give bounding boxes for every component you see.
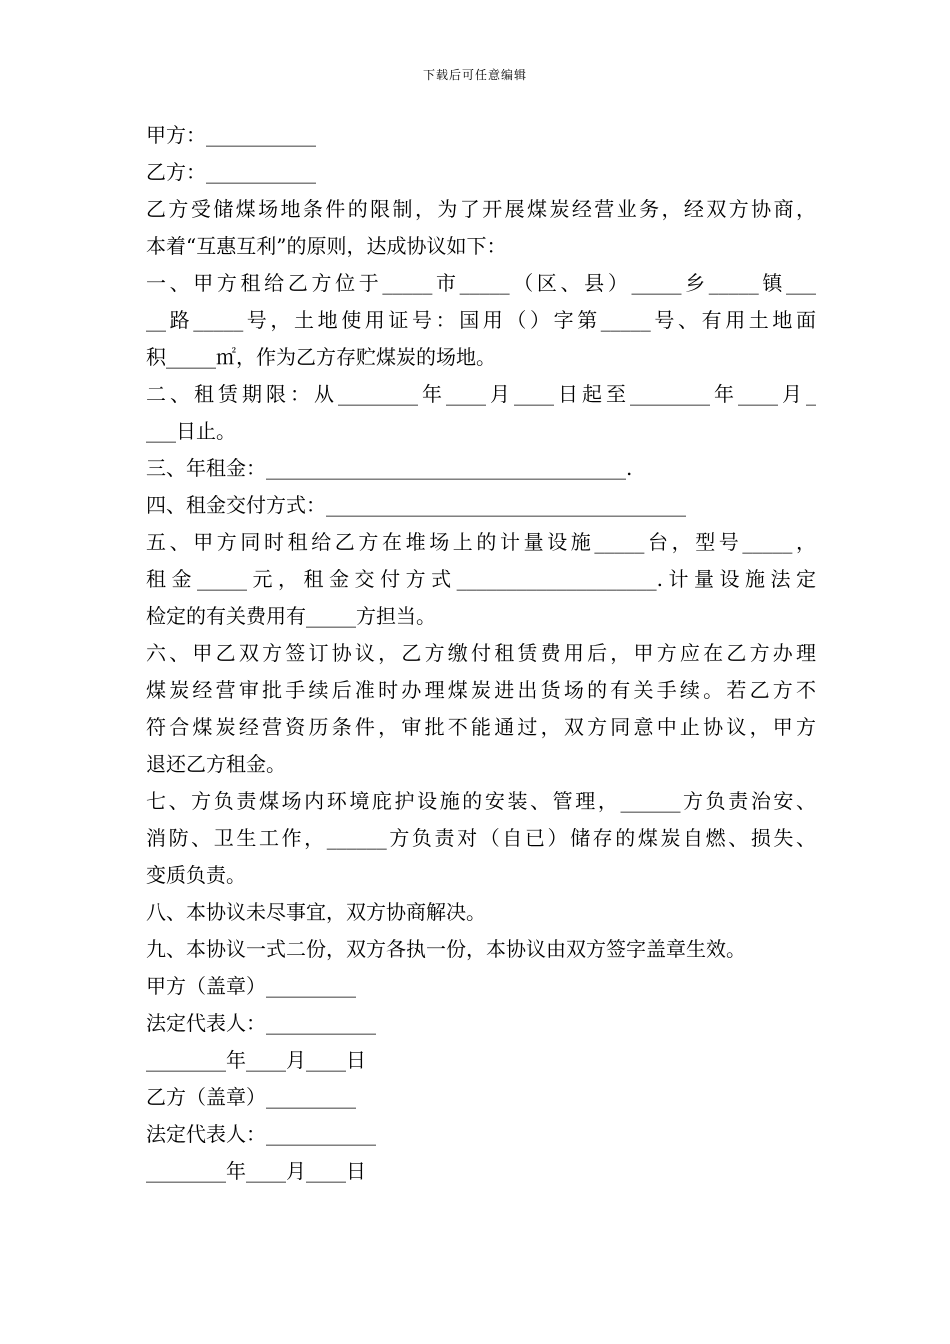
party-b-seal-line: 乙方（盖章）_________ [146,1085,356,1109]
clause-2-line: 二、租赁期限：从________年____月____日起至________年____月_ [146,382,816,406]
clause-1-line: 积_____㎡，作为乙方存贮煤炭的场地。 [146,345,496,369]
page-header: 下载后可任意编辑 [422,68,527,82]
clause-9-line: 九、本协议一式二份，双方各执一份，本协议由双方签字盖章生效。 [146,937,746,961]
clause-6-line: 六、甲乙双方签订协议，乙方缴付租赁费用后，甲方应在乙方办理 [146,641,816,665]
clause-7-line: 七、方负责煤场内环境庇护设施的安装、管理，______方负责治安、 [146,789,816,813]
clause-3-line: 三、年租金：____________________________________. [146,456,633,480]
agreement-body [146,117,816,1190]
party-b-date-line: ________年____月____日 [146,1159,366,1183]
clause-4-line: 四、租金交付方式：____________________________________ [146,493,686,517]
clause-7-line: 消防、卫生工作，______方负责对（自已）储存的煤炭自燃、损失、 [146,826,816,850]
clause-5-line: 租金_____元，租金交付方式____________________.计量设施法定 [146,567,816,591]
clause-1-line: __路_____号，土地使用证号：国用（）字第_____号、有用土地面 [146,308,816,332]
party-b-representative-line: 法定代表人：___________ [146,1122,376,1146]
intro-line: 本着“互惠互利”的原则，达成协议如下： [146,234,507,258]
party-a-seal-line: 甲方（盖章）_________ [146,974,356,998]
clause-8-line: 八、本协议未尽事宜，双方协商解决。 [146,900,486,924]
clause-1-line: 一、甲方租给乙方位于_____市_____（区、县）_____乡_____镇___ [146,271,816,295]
clause-6-line: 退还乙方租金。 [146,752,286,776]
clause-7-line: 变质负责。 [146,863,246,887]
clause-5-line: 检定的有关费用有_____方担当。 [146,604,436,628]
clause-6-line: 符合煤炭经营资历条件，审批不能通过，双方同意中止协议，甲方 [146,715,816,739]
intro-line: 乙方受储煤场地条件的限制，为了开展煤炭经营业务，经双方协商， [146,197,816,221]
party-a-representative-line: 法定代表人：___________ [146,1011,376,1035]
party-a-line: 甲方：___________ [146,123,316,147]
clause-6-line: 煤炭经营审批手续后准时办理煤炭进出货场的有关手续。若乙方不 [146,678,816,702]
clause-5-line: 五、甲方同时租给乙方在堆场上的计量设施_____台，型号_____， [146,530,816,554]
party-b-line: 乙方：___________ [146,160,316,184]
clause-2-line: ___日止。 [146,419,236,443]
party-a-date-line: ________年____月____日 [146,1048,366,1072]
